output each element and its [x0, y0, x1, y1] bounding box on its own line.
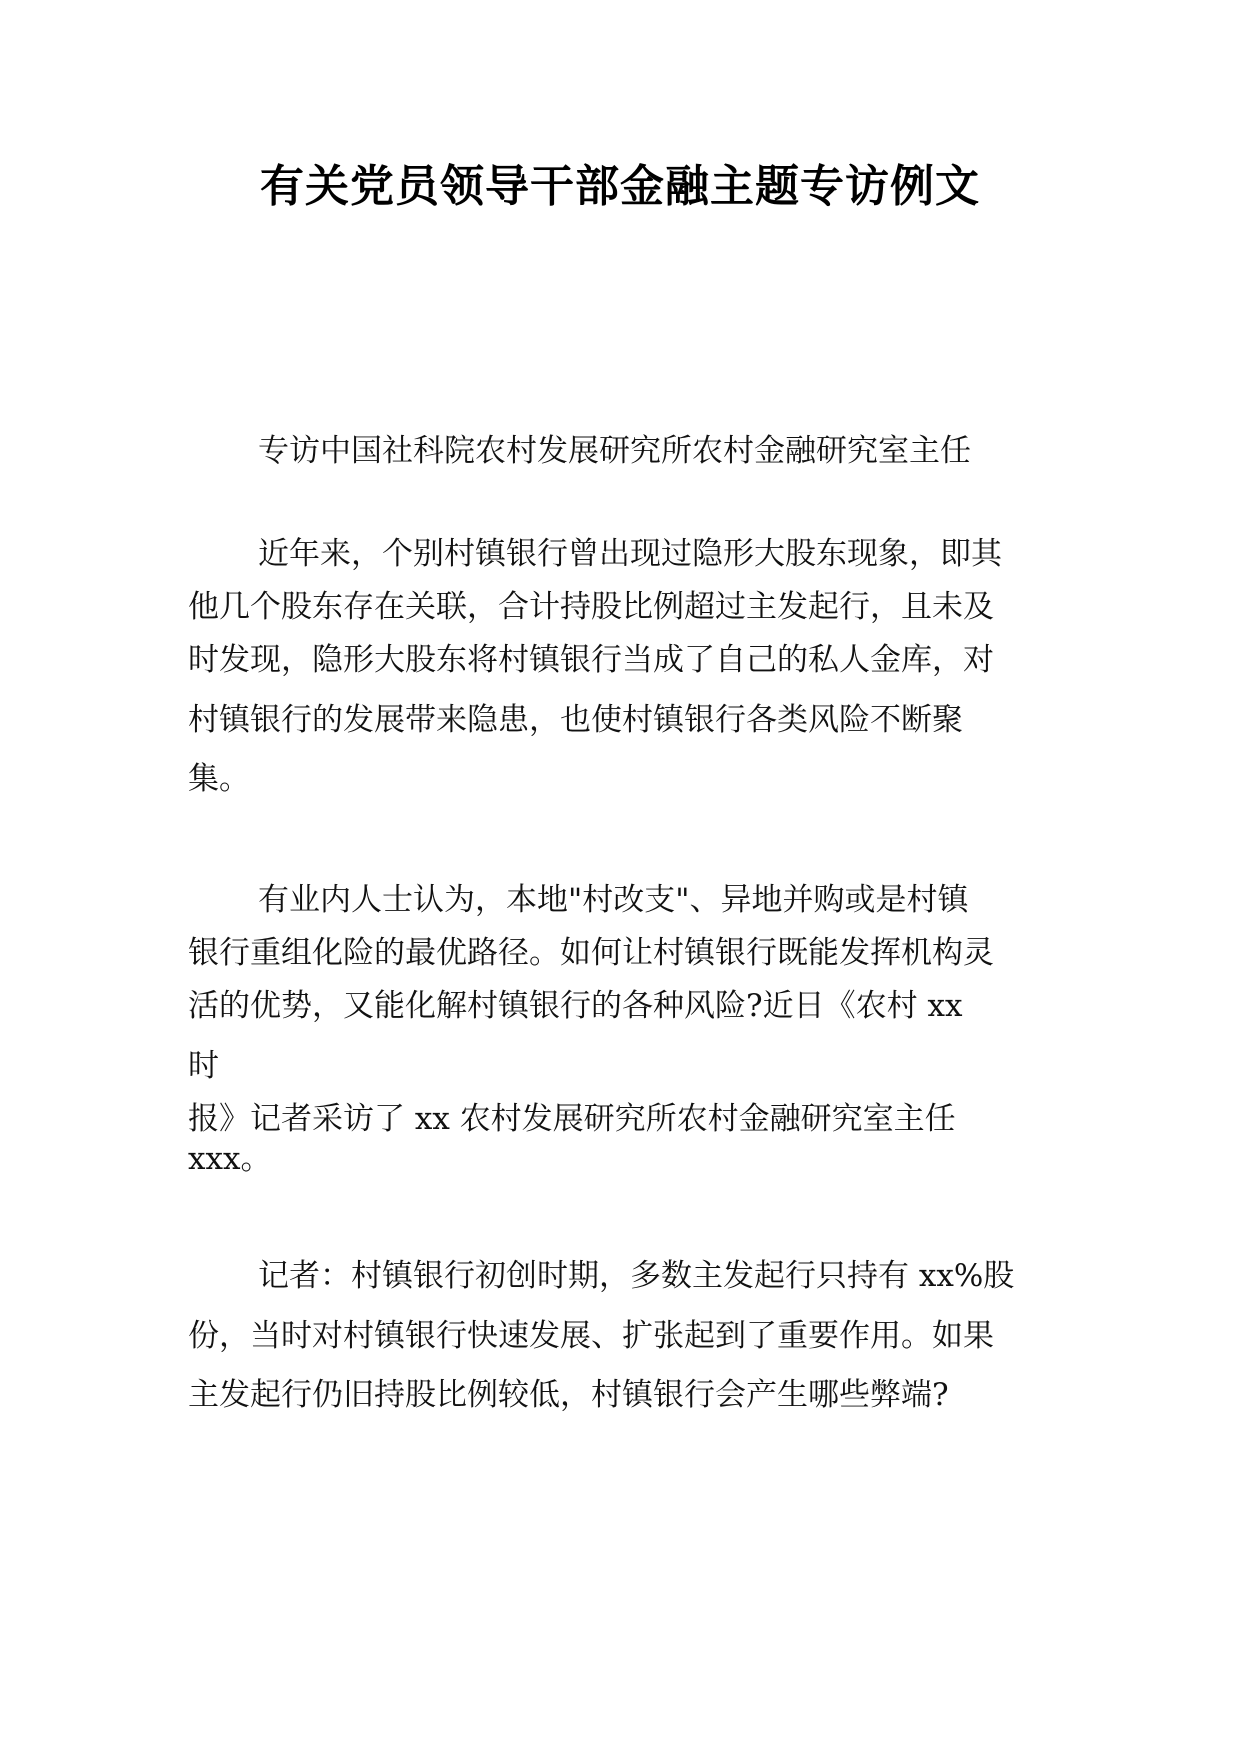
paragraph-line: 村镇银行的发展带来隐患，也使村镇银行各类风险不断聚 — [188, 702, 963, 738]
paragraph-line: 他几个股东存在关联，合计持股比例超过主发起行，且未及 — [188, 589, 994, 625]
paragraph-line: 记者：村镇银行初创时期，多数主发起行只持有 xx%股 — [258, 1258, 1015, 1294]
document-subtitle: 专访中国社科院农村发展研究所农村金融研究室主任 — [258, 433, 971, 469]
paragraph-line: 份，当时对村镇银行快速发展、扩张起到了重要作用。如果 — [188, 1318, 994, 1354]
document-title: 有关党员领导干部金融主题专访例文 — [260, 161, 980, 212]
paragraph-line: 主发起行仍旧持股比例较低，村镇银行会产生哪些弊端? — [188, 1377, 949, 1413]
paragraph-line: 时发现，隐形大股东将村镇银行当成了自己的私人金库，对 — [188, 642, 994, 678]
paragraph-2 — [188, 874, 1068, 1179]
paragraph-1 — [188, 528, 1068, 806]
paragraph-line: xxx。 — [188, 1141, 272, 1177]
paragraph-line: 有业内人士认为，本地"村改支"、异地并购或是村镇 — [258, 882, 969, 918]
paragraph-3 — [188, 1250, 1068, 1422]
paragraph-line: 时 — [188, 1048, 219, 1084]
paragraph-line: 近年来，个别村镇银行曾出现过隐形大股东现象，即其 — [258, 536, 1002, 572]
paragraph-line: 活的优势，又能化解村镇银行的各种风险?近日《农村 xx — [188, 988, 963, 1024]
paragraph-line: 集。 — [188, 761, 250, 797]
paragraph-line: 银行重组化险的最优路径。如何让村镇银行既能发挥机构灵 — [188, 935, 994, 971]
paragraph-line: 报》记者采访了 xx 农村发展研究所农村金融研究室主任 — [188, 1101, 956, 1137]
